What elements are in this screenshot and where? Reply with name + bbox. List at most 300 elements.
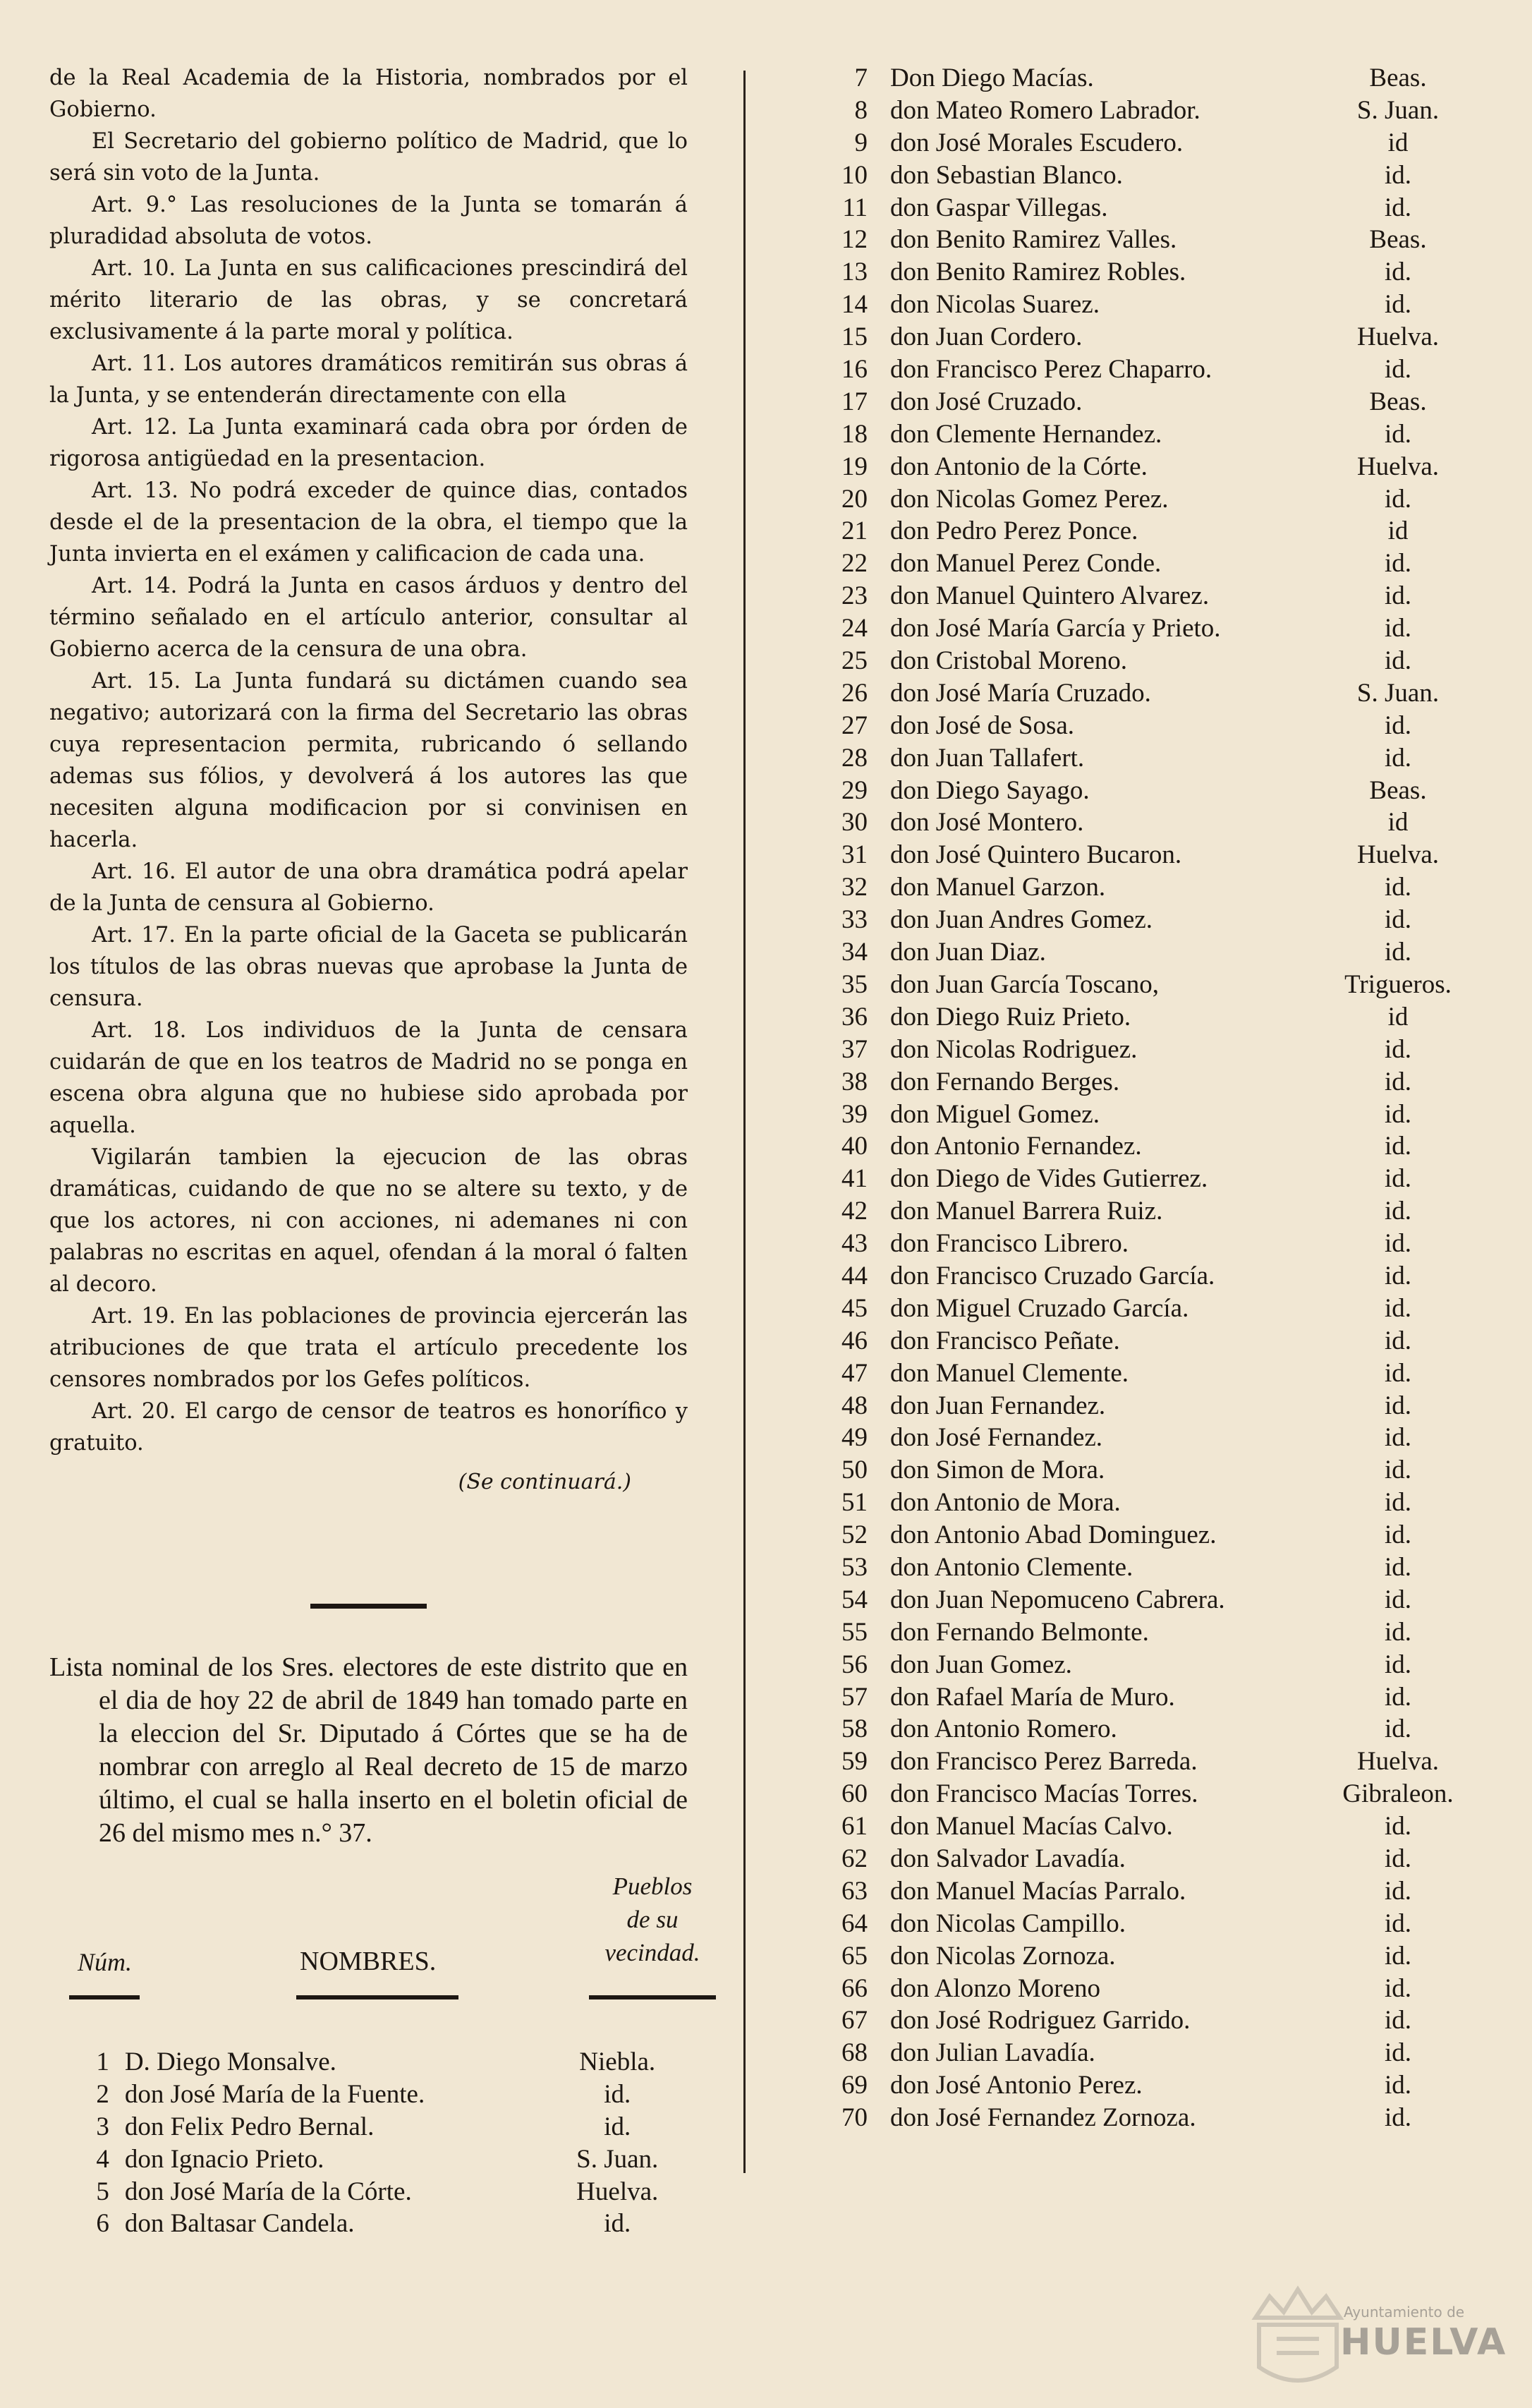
elector-row	[762, 1584, 1481, 1616]
regulation-paragraph: Art. 20. El cargo de censor de teatros es honorífico y gratuito.	[49, 1399, 688, 1456]
elector-row	[762, 159, 1481, 192]
elector-row	[762, 1843, 1481, 1875]
elector-name: don José María de la Córte.	[124, 2177, 412, 2206]
elector-number: 1	[96, 2047, 109, 2076]
elector-row	[762, 775, 1481, 807]
elector-number: 33	[841, 905, 868, 935]
elector-number: 50	[841, 1456, 868, 1485]
regulation-paragraph: Art. 14. Podrá la Junta en casos árduos y dentro del término señalado en el artículo anterior, consultar al Gobierno acerca de la censura de una obra.	[49, 574, 688, 662]
elector-town: id.	[1384, 581, 1412, 611]
elector-row	[762, 1034, 1481, 1066]
elector-name: don Juan Nepomuceno Cabrera.	[890, 1585, 1225, 1614]
elector-row	[49, 2176, 688, 2208]
elector-number: 45	[841, 1293, 868, 1323]
elector-number: 44	[841, 1261, 868, 1290]
elector-row	[762, 1908, 1481, 1940]
elector-number: 65	[841, 1941, 868, 1971]
elector-row	[762, 645, 1481, 677]
elector-town: Trigueros.	[1344, 969, 1452, 999]
elector-name: don Rafael María de Muro.	[890, 1682, 1175, 1712]
elector-town: id.	[1384, 1261, 1412, 1290]
elector-row	[762, 2004, 1481, 2037]
elector-number: 25	[841, 646, 868, 676]
elector-name: don Felix Pedro Bernal.	[124, 2112, 375, 2141]
elector-number: 27	[841, 710, 868, 740]
elector-name: don Antonio de la Córte.	[890, 452, 1148, 481]
elector-town: id.	[1384, 355, 1412, 385]
regulation-paragraph: Vigilarán tambien la ejecucion de las obras dramáticas, cuidando de que no se altere su texto, y de que los actores, ni con acciones, ni ademanes ni con palabras no escritas en aquel, ofendan á la moral ó falten al decoro.	[49, 1145, 688, 1297]
elector-row	[762, 127, 1481, 159]
elector-name: don Francisco Macías Torres.	[890, 1779, 1198, 1809]
elector-number: 41	[841, 1164, 868, 1194]
elector-number: 47	[841, 1358, 868, 1388]
continues-note: (Se continuará.)	[458, 1470, 631, 1494]
elector-name: don Antonio Clemente.	[890, 1552, 1133, 1582]
elector-town: id.	[1384, 1844, 1412, 1873]
header-names: NOMBRES.	[300, 1947, 437, 1976]
regulation-paragraph: Art. 9.° Las resoluciones de la Junta se tomarán á pluradidad absoluta de votos.	[49, 193, 688, 249]
elector-row	[49, 2046, 688, 2079]
elector-row	[762, 1260, 1481, 1293]
elector-number: 5	[96, 2177, 109, 2206]
elector-name: don Manuel Clemente.	[890, 1358, 1129, 1388]
elector-name: don José de Sosa.	[890, 710, 1075, 740]
elector-number: 69	[841, 2071, 868, 2100]
regulation-paragraph: Art. 11. Los autores dramáticos remitirán sus obras á la Junta, y se entenderán directamente con ella	[49, 351, 688, 408]
regulation-paragraph: Art. 19. En las poblaciones de provincia ejercerán las atribuciones de que trata el artículo precedente los censores nombrados por los Gefes políticos.	[49, 1304, 688, 1392]
elector-town: id.	[1384, 2071, 1412, 2100]
regulation-paragraph: Art. 15. La Junta fundará su dictámen cuando sea negativo; autorizará con la firma del Secretario las obras cuya representacion permita, rubricando ó sellando ademas sus fólios, y devolverá á los autores las que necesiten alguna modificacion por si convinisen en hacerla.	[49, 669, 688, 852]
elector-town: id.	[1384, 549, 1412, 579]
header-pueblos-line1: Pueblos	[612, 1872, 693, 1900]
elector-row	[762, 1325, 1481, 1357]
elector-town: id.	[1384, 1973, 1412, 2003]
elector-row	[762, 904, 1481, 936]
elector-town: id.	[1384, 193, 1412, 222]
elector-name: don José Rodriguez Garrido.	[890, 2006, 1191, 2035]
regulation-paragraph: Art. 10. La Junta en sus calificaciones prescindirá del mérito literario de las obras, y se concretará exclusivamente á la parte moral y política.	[49, 256, 688, 344]
regulation-paragraph: Art. 16. El autor de una obra dramática podrá apelar de la Junta de censura al Gobierno.	[49, 859, 688, 916]
elector-number: 39	[841, 1099, 868, 1129]
header-pueblos-line3: vecindad.	[604, 1939, 700, 1966]
header-rule-num	[69, 1995, 140, 1999]
elector-town: id.	[1384, 743, 1412, 773]
elector-number: 8	[854, 95, 868, 125]
elector-name: don José María García y Prieto.	[890, 614, 1221, 643]
elector-row	[762, 612, 1481, 645]
elector-row	[762, 936, 1481, 969]
elector-town: id.	[1384, 1650, 1412, 1679]
elector-name: don José María de la Fuente.	[124, 2079, 425, 2109]
elector-row	[762, 580, 1481, 612]
elector-name: don José Morales Escudero.	[890, 128, 1184, 157]
elector-row	[762, 806, 1481, 839]
elector-name: don Juan Andres Gomez.	[890, 905, 1153, 935]
elector-name: don Miguel Cruzado García.	[890, 1293, 1189, 1323]
elector-name: don Juan García Toscano,	[890, 969, 1160, 999]
elector-row	[762, 1519, 1481, 1551]
elector-name: don Antonio Fernandez.	[890, 1132, 1142, 1161]
elector-name: don Nicolas Campillo.	[890, 1908, 1126, 1938]
elector-town: id.	[1384, 1229, 1412, 1259]
elector-number: 29	[841, 775, 868, 805]
elector-name: don José Fernandez Zornoza.	[890, 2103, 1196, 2133]
elector-number: 4	[96, 2144, 109, 2174]
watermark-sub: Ayuntamiento de	[1344, 2304, 1465, 2321]
elector-number: 32	[841, 873, 868, 902]
elector-number: 22	[841, 549, 868, 579]
elector-number: 70	[841, 2103, 868, 2133]
elector-number: 49	[841, 1423, 868, 1453]
elector-name: don Juan Fernandez.	[890, 1391, 1106, 1420]
elector-town: id.	[1384, 1908, 1412, 1938]
elector-town: id.	[604, 2079, 631, 2109]
regulation-paragraph: El Secretario del gobierno político de Madrid, que lo será sin voto de la Junta.	[49, 129, 688, 186]
elector-name: don Nicolas Zornoza.	[890, 1941, 1116, 1971]
elector-name: don Miguel Gomez.	[890, 1099, 1100, 1129]
elector-name: don Gaspar Villegas.	[890, 193, 1108, 222]
regulation-paragraph: Art. 13. No podrá exceder de quince dias, contados desde el de la presentacion de la obra, el tiempo que la Junta invierta en el exámen y calificacion de cada una.	[49, 478, 688, 567]
column-divider	[743, 71, 746, 2173]
elector-row	[762, 547, 1481, 580]
elector-name: don Fernando Berges.	[890, 1067, 1120, 1096]
elector-row	[762, 710, 1481, 742]
elector-number: 19	[841, 452, 868, 481]
elector-town: id.	[1384, 1552, 1412, 1582]
elector-town: id.	[604, 2209, 631, 2239]
elector-town: id.	[1384, 1585, 1412, 1614]
header-pueblos-line2: de su	[626, 1906, 679, 1933]
elector-name: don Francisco Librero.	[890, 1229, 1129, 1259]
elector-town: id.	[1384, 484, 1412, 514]
elector-number: 23	[841, 581, 868, 611]
elector-town: id.	[1384, 646, 1412, 676]
elector-town: id.	[1384, 1358, 1412, 1388]
elector-number: 3	[96, 2112, 109, 2141]
elector-number: 68	[841, 2038, 868, 2068]
elector-name: don Clemente Hernandez.	[890, 419, 1162, 449]
elector-row	[762, 418, 1481, 451]
elector-number: 48	[841, 1391, 868, 1420]
elector-town: id.	[1384, 2103, 1412, 2133]
elector-row	[762, 1422, 1481, 1454]
elector-row	[762, 2037, 1481, 2069]
regulation-paragraph: de la Real Academia de la Historia, nombrados por el Gobierno.	[49, 66, 688, 122]
elector-name: don José Fernandez.	[890, 1423, 1103, 1453]
elector-row	[49, 2111, 688, 2143]
elector-town: S. Juan.	[1356, 95, 1440, 125]
elector-number: 60	[841, 1779, 868, 1809]
elector-name: don Cristobal Moreno.	[890, 646, 1128, 676]
elector-number: 52	[841, 1520, 868, 1550]
elector-town: id.	[1384, 290, 1412, 320]
elector-row	[762, 1293, 1481, 1325]
elector-town: id.	[1384, 1876, 1412, 1906]
elector-number: 14	[841, 290, 868, 320]
elector-row	[49, 2079, 688, 2111]
elector-name: don Alonzo Moreno	[890, 1973, 1101, 2003]
elector-number: 2	[96, 2079, 109, 2109]
elector-name: don Sebastian Blanco.	[890, 160, 1123, 190]
elector-name: don Juan Tallafert.	[890, 743, 1085, 773]
elector-row	[762, 192, 1481, 224]
elector-number: 11	[842, 193, 868, 222]
elector-name: don Diego Sayago.	[890, 775, 1090, 805]
elector-row	[762, 1454, 1481, 1487]
elector-row	[762, 2102, 1481, 2134]
elector-number: 38	[841, 1067, 868, 1096]
elector-town: id.	[1384, 1423, 1412, 1453]
header-num: Núm.	[78, 1948, 133, 1976]
elector-row	[762, 1778, 1481, 1810]
elector-number: 63	[841, 1876, 868, 1906]
elector-number: 42	[841, 1197, 868, 1226]
elector-row	[762, 1810, 1481, 1843]
elector-row	[762, 1390, 1481, 1422]
elector-name: don Simon de Mora.	[890, 1456, 1105, 1485]
elector-town: id.	[1384, 160, 1412, 190]
elector-row	[762, 1973, 1481, 2005]
elector-number: 26	[841, 678, 868, 708]
elector-town: Huelva.	[1356, 1747, 1440, 1777]
elector-name: don Diego de Vides Gutierrez.	[890, 1164, 1208, 1194]
elector-name: don Antonio de Mora.	[890, 1488, 1121, 1518]
elector-number: 40	[841, 1132, 868, 1161]
elector-name: don José Montero.	[890, 808, 1084, 837]
elector-number: 10	[841, 160, 868, 190]
elector-row	[762, 256, 1481, 289]
elector-row	[762, 451, 1481, 483]
elector-town: id.	[1384, 419, 1412, 449]
elector-row	[762, 1487, 1481, 1519]
elector-town: Beas.	[1369, 387, 1427, 416]
elector-name: don Julian Lavadía.	[890, 2038, 1095, 2068]
elector-town: id	[1387, 1002, 1409, 1031]
elector-town: id.	[1384, 1714, 1412, 1744]
elector-town: id.	[1384, 1812, 1412, 1841]
elector-row	[49, 2143, 688, 2176]
left-column	[49, 62, 700, 2240]
elector-town: id.	[1384, 1617, 1412, 1647]
elector-number: 46	[841, 1326, 868, 1355]
elector-number: 7	[854, 63, 868, 92]
elector-number: 9	[854, 128, 868, 157]
elector-name: don Salvador Lavadía.	[890, 1844, 1126, 1873]
elector-row	[762, 1357, 1481, 1390]
elector-name: don Baltasar Candela.	[124, 2209, 355, 2239]
elector-row	[762, 1746, 1481, 1778]
elector-number: 20	[841, 484, 868, 514]
elector-town: id	[1387, 808, 1409, 837]
elector-town: id.	[1384, 1682, 1412, 1712]
elector-row	[762, 1163, 1481, 1195]
elector-row	[762, 677, 1481, 710]
elector-number: 21	[841, 516, 868, 546]
regulation-text	[49, 62, 688, 1459]
elector-row	[762, 1130, 1481, 1163]
elector-number: 43	[841, 1229, 868, 1259]
elector-row	[762, 2069, 1481, 2102]
elector-town: id.	[1384, 2038, 1412, 2068]
elector-town: id.	[1384, 905, 1412, 935]
elector-town: Huelva.	[1356, 840, 1440, 870]
elector-town: id.	[1384, 938, 1412, 967]
elector-name: don José María Cruzado.	[890, 678, 1151, 708]
electors-list-left	[49, 2046, 688, 2240]
elector-name: don Francisco Cruzado García.	[890, 1261, 1215, 1290]
elector-name: don Manuel Perez Conde.	[890, 549, 1162, 579]
elector-number: 24	[841, 614, 868, 643]
elector-name: don Mateo Romero Labrador.	[890, 95, 1200, 125]
elector-town: id.	[1384, 1164, 1412, 1194]
elector-number: 58	[841, 1714, 868, 1744]
elector-town: id.	[1384, 1099, 1412, 1129]
electors-table-header	[49, 1870, 700, 1990]
elector-name: don Juan Diaz.	[890, 938, 1046, 967]
elector-town: id.	[1384, 1132, 1412, 1161]
electors-list-right	[762, 62, 1481, 2134]
regulation-paragraph: Art. 18. Los individuos de la Junta de censara cuidarán de que en los teatros de Madrid no se ponga en escena obra alguna que no hubiese sido aprobada por aquella.	[49, 1018, 688, 1138]
elector-number: 31	[841, 840, 868, 870]
elector-number: 35	[841, 969, 868, 999]
elector-row	[762, 224, 1481, 256]
elector-name: don Pedro Perez Ponce.	[890, 516, 1138, 546]
elector-row	[762, 95, 1481, 127]
elector-name: don José Antonio Perez.	[890, 2071, 1143, 2100]
elector-name: don Francisco Perez Barreda.	[890, 1747, 1198, 1777]
elector-name: don Manuel Macías Calvo.	[890, 1812, 1173, 1841]
header-rule-pueblos	[589, 1995, 716, 1999]
elector-name: don Manuel Quintero Alvarez.	[890, 581, 1210, 611]
elector-name: don Francisco Perez Chaparro.	[890, 355, 1212, 385]
elector-town: id.	[1384, 2006, 1412, 2035]
elector-number: 18	[841, 419, 868, 449]
elector-town: id.	[1384, 873, 1412, 902]
elector-town: id.	[604, 2112, 631, 2141]
elector-town: id.	[1384, 1488, 1412, 1518]
elector-town: Niebla.	[579, 2047, 656, 2076]
elector-name: don Nicolas Suarez.	[890, 290, 1100, 320]
elector-number: 53	[841, 1552, 868, 1582]
elector-town: Gibraleon.	[1342, 1779, 1454, 1809]
elector-number: 56	[841, 1650, 868, 1679]
elector-number: 51	[841, 1488, 868, 1518]
elector-name: don Nicolas Rodriguez.	[890, 1034, 1138, 1064]
elector-row	[762, 1099, 1481, 1131]
elector-town: id.	[1384, 1034, 1412, 1064]
elector-number: 13	[841, 258, 868, 287]
elector-town: Beas.	[1369, 225, 1427, 255]
elector-number: 12	[841, 225, 868, 255]
elector-town: Huelva.	[576, 2177, 659, 2206]
elector-town: id.	[1384, 1941, 1412, 1971]
elector-number: 16	[841, 355, 868, 385]
elector-row	[762, 1875, 1481, 1908]
electors-list-intro: Lista nominal de los Sres. electores de este distrito que en el dia de hoy 22 de abril de 1849 han tomado parte en la eleccion del Sr. Diputado á Córtes que se ha de nombrar con arreglo al Real decreto de 15 de marzo último, el cual se halla inserto en el boletin oficial de 26 del mismo mes n.° 37.	[49, 1652, 688, 1848]
elector-row	[762, 1713, 1481, 1746]
elector-name: don Benito Ramirez Valles.	[890, 225, 1177, 255]
elector-number: 17	[841, 387, 868, 416]
elector-row	[762, 62, 1481, 95]
elector-row	[762, 1066, 1481, 1099]
elector-name: don Francisco Peñate.	[890, 1326, 1120, 1355]
elector-number: 62	[841, 1844, 868, 1873]
elector-town: Huelva.	[1356, 452, 1440, 481]
elector-row	[762, 289, 1481, 321]
elector-town: S. Juan.	[1356, 678, 1440, 708]
section-separator	[310, 1604, 427, 1609]
elector-town: id.	[1384, 1293, 1412, 1323]
elector-row	[762, 515, 1481, 547]
elector-name: don José Cruzado.	[890, 387, 1083, 416]
header-pueblos	[582, 1870, 723, 1969]
elector-number: 64	[841, 1908, 868, 1938]
elector-name: don Manuel Barrera Ruiz.	[890, 1197, 1163, 1226]
elector-number: 54	[841, 1585, 868, 1614]
elector-town: id.	[1384, 1326, 1412, 1355]
elector-number: 57	[841, 1682, 868, 1712]
elector-row	[762, 483, 1481, 516]
elector-number: 36	[841, 1002, 868, 1031]
watermark-name: HUELVA	[1340, 2321, 1507, 2364]
elector-row	[762, 871, 1481, 904]
elector-row	[762, 969, 1481, 1001]
elector-town: id.	[1384, 614, 1412, 643]
elector-row	[762, 1195, 1481, 1228]
elector-number: 37	[841, 1034, 868, 1064]
elector-row	[762, 1228, 1481, 1260]
elector-town: id.	[1384, 1520, 1412, 1550]
elector-name: D. Diego Monsalve.	[124, 2047, 336, 2076]
elector-row	[762, 1940, 1481, 1973]
regulation-paragraph: Art. 17. En la parte oficial de la Gaceta se publicarán los títulos de las obras nuevas que aprobase la Junta de censura.	[49, 923, 688, 1011]
elector-number: 30	[841, 808, 868, 837]
elector-name: don Benito Ramirez Robles.	[890, 258, 1186, 287]
elector-name: don Antonio Romero.	[890, 1714, 1117, 1744]
elector-row	[762, 1001, 1481, 1034]
regulation-paragraph: Art. 12. La Junta examinará cada obra por órden de rigorosa antigüedad en la presentacion.	[49, 415, 688, 471]
elector-town: id	[1387, 128, 1409, 157]
elector-number: 61	[841, 1812, 868, 1841]
elector-number: 6	[96, 2209, 109, 2239]
elector-name: don José Quintero Bucaron.	[890, 840, 1182, 870]
elector-town: Beas.	[1369, 63, 1427, 92]
elector-number: 34	[841, 938, 868, 967]
elector-name: don Antonio Abad Dominguez.	[890, 1520, 1217, 1550]
elector-town: Beas.	[1369, 775, 1427, 805]
right-column	[762, 62, 1481, 2134]
elector-town: id.	[1384, 710, 1412, 740]
elector-name: don Juan Gomez.	[890, 1650, 1072, 1679]
elector-number: 55	[841, 1617, 868, 1647]
elector-name: Don Diego Macías.	[890, 63, 1094, 92]
elector-row	[762, 1551, 1481, 1584]
elector-name: don Manuel Garzon.	[890, 873, 1106, 902]
elector-name: don Diego Ruiz Prieto.	[890, 1002, 1131, 1031]
elector-row	[49, 2208, 688, 2240]
elector-town: id.	[1384, 1067, 1412, 1096]
elector-town: id.	[1384, 1391, 1412, 1420]
elector-name: don Ignacio Prieto.	[124, 2144, 324, 2174]
elector-row	[762, 1649, 1481, 1681]
elector-row	[762, 839, 1481, 871]
elector-town: S. Juan.	[576, 2144, 659, 2174]
elector-town: id	[1387, 516, 1409, 546]
elector-number: 66	[841, 1973, 868, 2003]
elector-row	[762, 742, 1481, 775]
elector-number: 67	[841, 2006, 868, 2035]
elector-number: 15	[841, 322, 868, 352]
